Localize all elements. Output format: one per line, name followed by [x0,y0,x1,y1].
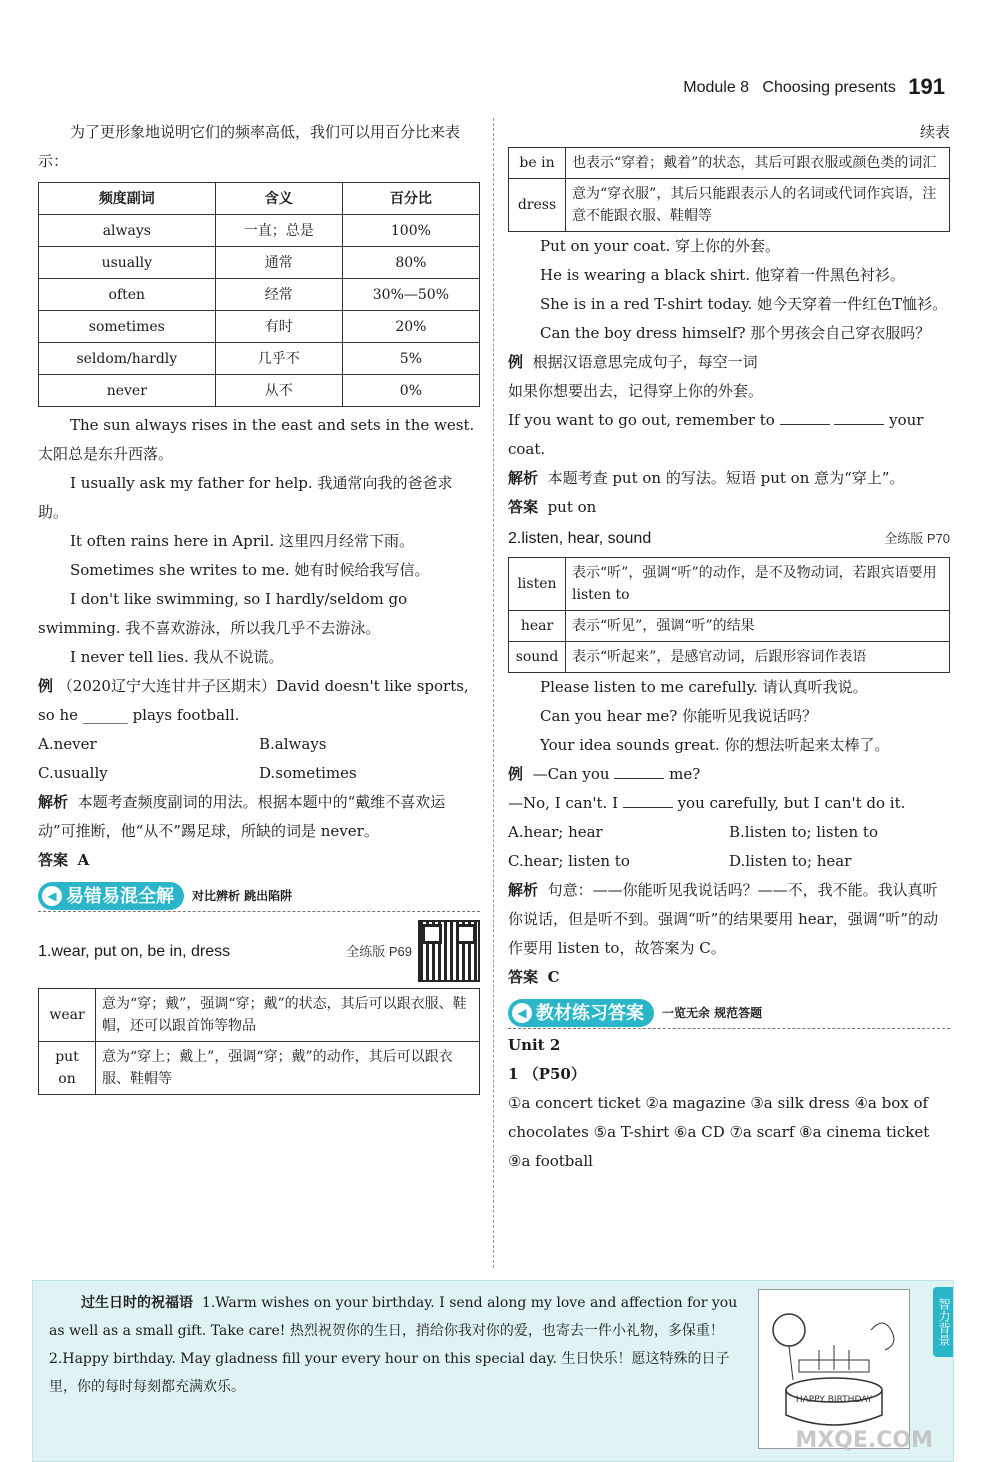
example-sentence: I don't like swimming, so I hardly/seldom go swimming. 我不喜欢游泳，所以我几乎不去游泳。 [38,590,408,637]
example-sentence: Can the boy dress himself? 那个男孩会自己穿衣服吗？ [540,324,931,342]
banner-subtitle: 对比辨析 跳出陷阱 [192,888,293,903]
example-sentence: Can you hear me? 你能听见我说话吗？ [540,707,818,725]
answer-blank [623,793,673,808]
column-divider [493,118,494,1268]
example-sentence: Sometimes she writes to me. 她有时候给我写信。 [70,561,430,579]
option-b: B.always [259,735,327,753]
section-reference: 全练版 P69 [346,943,412,959]
module-label: Module 8 [683,79,750,96]
footer-box [32,1280,954,1462]
example-sentence: He is wearing a black shirt. 他穿着一件黑色衬衫。 [540,266,905,284]
example-sentence: Please listen to me carefully. 请认真听我说。 [540,678,868,696]
table-cell: 一直；总是 [215,215,342,247]
term-cell: sound [509,642,566,673]
section-reference: 全练版 P70 [884,531,950,546]
table-row [39,1042,480,1095]
table-cell: sometimes [39,311,216,343]
question-chinese: 如果你想要出去，记得穿上你的外套。 [508,382,764,400]
term-cell: wear [39,989,96,1042]
section-heading [38,920,480,982]
module-title: Choosing presents [762,79,896,96]
term-cell: dress [509,179,566,232]
example-sentence: I usually ask my father for help. 我通常向我的爸爸求助。 [38,474,453,521]
table-cell: 0% [342,375,479,407]
table-cell: often [39,279,216,311]
definition-cell: 意为“穿；戴”，强调“穿；戴”的状态，其后可以跟衣服、鞋帽，还可以跟首饰等物品 [96,989,480,1042]
analysis-label: 解析 [508,881,539,899]
side-tag: 智力背景 [933,1287,953,1357]
option-d: D.sometimes [259,764,357,782]
table-cell: usually [39,247,216,279]
table-cell: never [39,375,216,407]
analysis-text: 本题考查频度副词的用法。根据本题中的“戴维不喜欢运动”可推断，他“从不”踢足球，所缺的词是 never。 [38,793,446,840]
example-label: 例 [38,677,54,695]
banner-pill [508,999,654,1027]
example-question [38,672,480,730]
option-a: A.never [38,735,97,753]
table-row [39,375,480,407]
option-c: C.hear; listen to [508,852,630,870]
term-cell: listen [509,558,566,611]
analysis-label: 解析 [508,469,539,487]
table-row [509,642,950,673]
table-row [509,148,950,179]
intro-text: 为了更形象地说明它们的频率高低，我们可以用百分比来表示： [38,123,461,170]
table-cell: 通常 [215,247,342,279]
table-cell: 100% [342,215,479,247]
example-sentence: Your idea sounds great. 你的想法听起来太棒了。 [540,736,890,754]
analysis [508,464,950,493]
option-c: C.usually [38,764,108,782]
table-row [509,179,950,232]
answer-value: put on [547,498,597,516]
term-cell: hear [509,611,566,642]
answer [508,493,950,522]
banner-pill [38,882,184,910]
analysis [38,788,480,846]
section-title: 2.listen, hear, sound [508,530,652,547]
birthday-cake-icon [759,1290,909,1448]
definition-cell: 意为“穿衣服”，其后只能跟表示人的名词或代词作宾语，注意不能跟衣服、鞋帽等 [566,179,950,232]
option-a: A.hear; hear [508,823,603,841]
question-prompt: 根据汉语意思完成句子，每空一词 [532,353,758,371]
table-cell: 80% [342,247,479,279]
definition-cell: 表示“听”，强调“听”的动作，是不及物动词，若跟宾语要用 listen to [566,558,950,611]
speaker-icon: ◀ [42,886,62,906]
analysis-text: 本题考查 put on 的写法。短语 put on 意为“穿上”。 [547,469,905,487]
table-row [39,311,480,343]
example-sentence: I never tell lies. 我从不说谎。 [70,648,284,666]
definition-cell: 也表示“穿着；戴着”的状态，其后可跟衣服或颜色类的词汇 [566,148,950,179]
exercise-answers: ①a concert ticket ②a magazine ③a silk dress ④a box of chocolates ⑤a T-shirt ⑥a CD ⑦a scarf ⑧a cinema ticket ⑨a football [508,1094,930,1170]
term-cell: be in [509,148,566,179]
table-row [39,989,480,1042]
options-row [38,759,480,788]
usage-table-continued [508,147,950,232]
example-label: 例 [508,353,524,371]
qr-code[interactable] [418,920,480,982]
table-cell: always [39,215,216,247]
table-header-row [39,183,480,215]
table-cell: 有时 [215,311,342,343]
table-cell: 5% [342,343,479,375]
table-cell: 几乎不 [215,343,342,375]
watermark: MXQE.COM [795,1428,933,1453]
page-number: 191 [908,74,945,99]
table-cell: 20% [342,311,479,343]
answer-blank [780,410,830,425]
example-sentence: The sun always rises in the east and sets in the west. 太阳总是东升西落。 [38,416,475,463]
table-cell: 从不 [215,375,342,407]
table-cell: seldom/hardly [39,343,216,375]
answer-value: A [77,851,90,869]
options-row [38,730,480,759]
table-row [509,611,950,642]
example-question [508,348,950,377]
table-header: 频度副词 [39,183,216,215]
example-sentence: Put on your coat. 穿上你的外套。 [540,237,781,255]
banner-title: 教材练习答案 [536,1002,644,1024]
section-title: 1.wear, put on, be in, dress [38,942,231,960]
table-row [509,558,950,611]
example-sentence: She is in a red T-shirt today. 她今天穿着一件红色T恤衫。 [540,295,948,313]
table-cell: 30%—50% [342,279,479,311]
definition-cell: 表示“听见”，强调“听”的结果 [566,611,950,642]
table-header: 含义 [215,183,342,215]
footer-body: 1.Warm wishes on your birthday. I send along my love and affection for you as well as a small gift. Take care! 热烈祝贺你的生日，捎给你我对你的爱，也寄去一件小礼物，多保重！2.Happy birthday. May gladness fill your every hour on this special day. 生日快乐！愿这特殊的日子里，你的每时每刻都充满欢乐。 [49,1295,738,1395]
table-row [39,247,480,279]
section-heading [508,524,950,553]
term-cell: put on [39,1042,96,1095]
table-row [39,279,480,311]
footer-text [49,1289,739,1401]
birthday-cake-image [758,1289,910,1449]
definition-cell: 意为“穿上；戴上”，强调“穿；戴”的动作，其后可以跟衣服、鞋帽等 [96,1042,480,1095]
analysis [508,876,950,963]
table-row [39,343,480,375]
usage-table [38,988,480,1095]
svg-text:HAPPY BIRTHDAY: HAPPY BIRTHDAY [795,1395,873,1405]
answer [508,963,950,992]
analysis-text: 句意：——你能听见我说话吗？——不，我不能。我认真听你说话，但是听不到。强调“听”的结果要用 hear，强调“听”的动作要用 listen to，故答案为 C。 [508,881,939,957]
footer-heading: 过生日时的祝福语 [81,1295,193,1311]
answer [38,846,480,875]
banner-title: 易错易混全解 [66,885,174,907]
unit-heading: Unit 2 [508,1036,561,1054]
answer-blank [834,410,884,425]
usage-table-2 [508,557,950,673]
question-line: —No, I can't. I you carefully, but I can't do it. [508,794,906,812]
answer-value: C [547,968,560,986]
options-row [508,818,950,847]
answer-label: 答案 [38,851,69,869]
table-header: 百分比 [342,183,479,215]
example-sentence: It often rains here in April. 这里四月经常下雨。 [70,532,414,550]
example-label: 例 [508,765,524,783]
exercise-heading: 1 （P50） [508,1065,586,1083]
section-banner [38,881,480,912]
left-column [38,118,480,1095]
answer-label: 答案 [508,498,539,516]
table-continued-label: 续表 [919,123,950,141]
option-b: B.listen to; listen to [729,823,878,841]
table-row [39,215,480,247]
speaker-icon: ◀ [512,1003,532,1023]
banner-subtitle: 一览无余 规范答题 [662,1005,763,1020]
analysis-label: 解析 [38,793,69,811]
answer-label: 答案 [508,968,539,986]
section-banner [508,998,950,1029]
question-text: （2020辽宁大连甘井子区期末）David doesn't like sports, so he ______ plays football. [38,677,469,724]
right-column [508,118,950,1176]
options-row [508,847,950,876]
page-header [683,74,945,100]
example-question: 例 —Can you me? [508,765,701,783]
frequency-table [38,182,480,407]
table-cell: 经常 [215,279,342,311]
answer-blank [614,764,664,779]
option-d: D.listen to; hear [729,852,852,870]
question-english: If you want to go out, remember to your coat. [508,411,924,458]
definition-cell: 表示“听起来”，是感官动词，后跟形容词作表语 [566,642,950,673]
